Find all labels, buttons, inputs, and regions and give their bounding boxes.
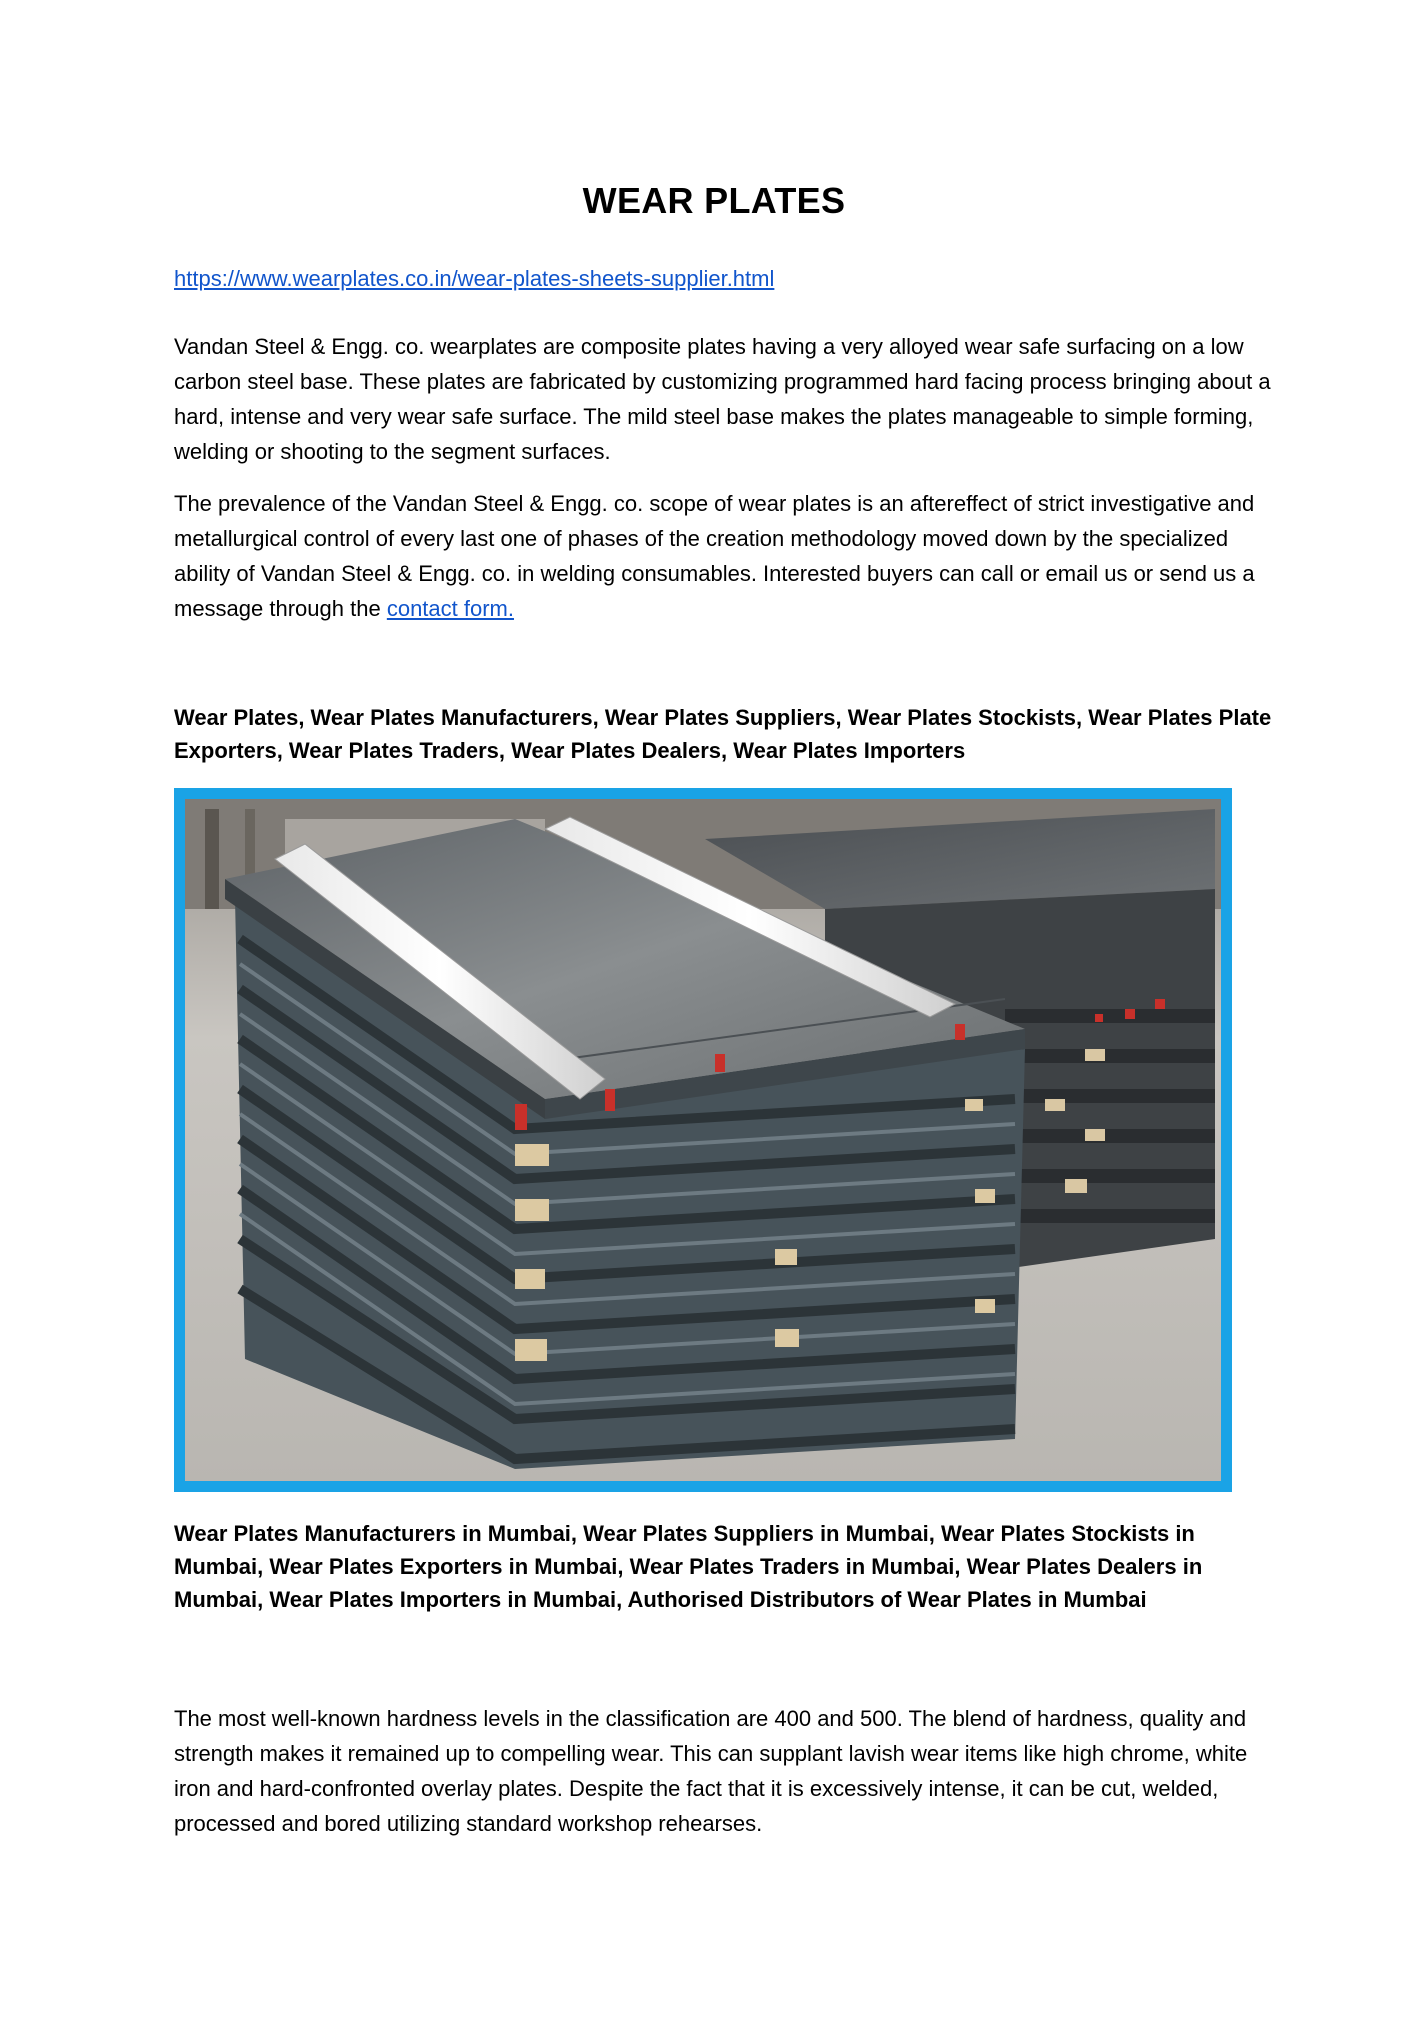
hardness-paragraph: The most well-known hardness levels in the classification are 400 and 500. The blend of hardness, quality and strength makes it remained up to compelling wear. This can supplant lavish wear items like high chrome, white iron and hard-confronted overlay plates. Despite the fact that it is excessively intense, it can be cut, welded, processed and bored utilizing standard workshop rehearses. [174,1706,1248,1836]
prevalence-paragraph [174,486,1274,626]
contact-form-link[interactable]: contact form. [386,596,514,621]
intro-paragraph: Vandan Steel & Engg. co. wearplates are composite plates having a very alloyed wear safe surfacing on a low carbon steel base. These plates are fabricated by customizing programmed hard facing process bringing about a hard, intense and very wear safe surface. The mild steel base makes the plates manageable to simple forming, welding or shooting to the segment surfaces. [174,334,1271,464]
prevalence-text: The prevalence of the Vandan Steel & Engg. co. scope of wear plates is an aftereffect of strict investigative and metallurgical control of every last one of phases of the creation methodology moved down by the specialized ability of Vandan Steel & Engg. co. in welding consumables. Interested buyers can call or email us or send us a message through the [174,491,1255,621]
mumbai-keywords-heading: Wear Plates Manufacturers in Mumbai, Wear Plates Suppliers in Mumbai, Wear Plates Stockists in Mumbai, Wear Plates Exporters in Mumbai, Wear Plates Traders in Mumbai, Wear Plates Dealers in Mumbai, Wear Plates Importers in Mumbai, Authorised Distributors of Wear Plates in Mumbai [174,1521,1203,1612]
keywords-heading: Wear Plates, Wear Plates Manufacturers, Wear Plates Suppliers, Wear Plates Stockists, Wear Plates Plate Exporters, Wear Plates Traders, Wear Plates Dealers, Wear Plates Importers [174,705,1272,763]
source-url-link[interactable]: https://www.wearplates.co.in/wear-plates-sheets-supplier.html [174,266,775,291]
page-title: WEAR PLATES [582,180,846,221]
wear-plates-photo [174,788,1232,1492]
stacked-steel-plates-image [185,799,1221,1481]
